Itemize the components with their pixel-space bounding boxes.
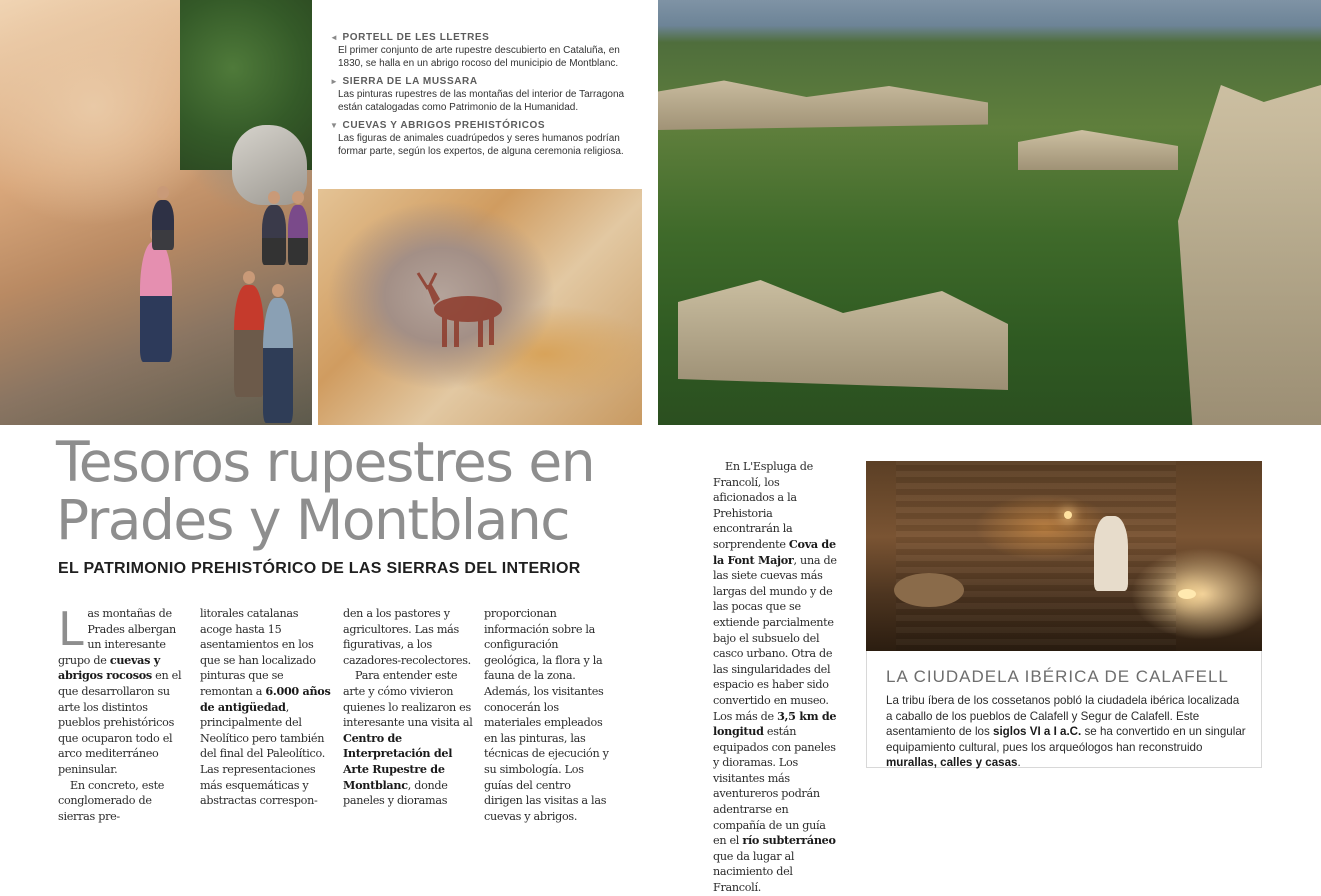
hiker-figure xyxy=(152,200,174,250)
hiker-figure xyxy=(288,205,308,265)
triangle-arrow-icon: ◄ xyxy=(330,33,339,42)
photo-iberian-citadel xyxy=(866,461,1262,651)
photo-rock-shelter-hikers xyxy=(0,0,312,425)
paragraph: proporcionan información sobre la configuración geológica, la flora y la fauna de la zona. Además, los visitantes conocerán los materiales empleados en las pinturas, las técnicas de ejecución y su simbología. Los guías del centro dirigen las visitas a las cuevas y abrigos. xyxy=(484,607,609,823)
article-title: Tesoros rupestres en Prades y Montblanc xyxy=(56,430,595,552)
paragraph: Las montañas de Prades albergan un interesante grupo de cuevas y abrigos rocosos en el que desarrollaron su arte los distintos pueblos prehistóricos que ocuparon todo el arco mediterráneo peninsular. xyxy=(58,602,182,776)
body-column-3 xyxy=(343,606,473,809)
paragraph: En L'Espluga de Francolí, los aficionados a la Prehistoria encontrarán la sorprendente Cova de la Font Major, una de las siete cuevas más largas del mundo y de las pocas que se extiende parcialmente bajo el subsuelo del casco urbano. Otra de las singularidades del espacio es haber sido convertido en museo. Los más de 3,5 km de longitud están equipados con paneles y dioramas. Los visitantes más aventureros podrán adentrarse en compañía de un guía en el río subterráneo que da lugar al nacimiento del Francolí. xyxy=(713,460,837,895)
body-column-4 xyxy=(484,606,612,824)
hiker-figure xyxy=(263,298,293,423)
photo-captions xyxy=(330,32,630,164)
oil-lamp-icon xyxy=(1178,589,1196,599)
triangle-arrow-icon: ▼ xyxy=(330,121,339,130)
sidebar-text: La tribu íbera de los cossetanos pobló la ciudadela ibérica localizada a caballo de los pueblos de Calafell y Segur de Calafell. Este asentamiento de los siglos VI a I a.C. se ha convertido en un singular equipamiento cultural, pues los arqueólogos han reconstruido murallas, calles y casas. xyxy=(886,694,1246,770)
body-column-5 xyxy=(713,459,841,896)
caption-heading: ◄ PORTELL DE LES LLETRES xyxy=(330,32,490,43)
caption-heading: ▼ CUEVAS Y ABRIGOS PREHISTÓRICOS xyxy=(330,120,546,131)
paragraph: den a los pastores y agricultores. Las más figurativas, a los cazadores-recolectores. xyxy=(343,607,471,667)
caption-text: Las pinturas rupestres de las montañas del interior de Tarragona están catalogadas como Patrimonio de la Humanidad. xyxy=(338,89,625,113)
triangle-arrow-icon: ► xyxy=(330,77,339,86)
drop-cap: L xyxy=(58,602,84,656)
hiker-figure xyxy=(262,205,286,265)
person-figure xyxy=(1094,516,1128,591)
grinding-stone xyxy=(894,573,964,607)
deer-painting-icon xyxy=(318,189,642,425)
photo-sierra-valley xyxy=(658,0,1321,425)
article-subtitle: EL PATRIMONIO PREHISTÓRICO DE LAS SIERRAS DEL INTERIOR xyxy=(58,560,581,577)
oil-lamp-icon xyxy=(1064,511,1072,519)
hiker-figure xyxy=(234,285,264,397)
body-column-1 xyxy=(58,602,188,824)
body-column-2 xyxy=(200,606,332,809)
hiker-figure xyxy=(140,242,172,362)
caption-text: Las figuras de animales cuadrúpedos y seres humanos podrían formar parte, según los expertos, de alguna ceremonia religiosa. xyxy=(338,133,624,157)
photo-cave-painting-deer xyxy=(318,189,642,425)
paragraph: litorales catalanas acoge hasta 15 asentamientos en los que se han localizado pinturas que se remontan a 6.000 años de antigüedad, principalmente del Neolítico pero también del final del Paleolítico. Las representaciones más esquemáticas y abstractas correspon- xyxy=(200,607,331,808)
sidebar-title: LA CIUDADELA IBÉRICA DE CALAFELL xyxy=(886,667,1229,686)
paragraph: Para entender este arte y cómo vivieron quienes lo realizaron es interesante una visita al Centro de Interpretación del Arte Rupestre de Montblanc, donde paneles y dioramas xyxy=(343,669,473,808)
caption-text: El primer conjunto de arte rupestre descubierto en Cataluña, en 1830, se halla en un abrigo rocoso del municipio de Montblanc. xyxy=(338,45,620,69)
caption-heading: ► SIERRA DE LA MUSSARA xyxy=(330,76,478,87)
paragraph: En concreto, este conglomerado de sierras pre- xyxy=(58,778,165,823)
